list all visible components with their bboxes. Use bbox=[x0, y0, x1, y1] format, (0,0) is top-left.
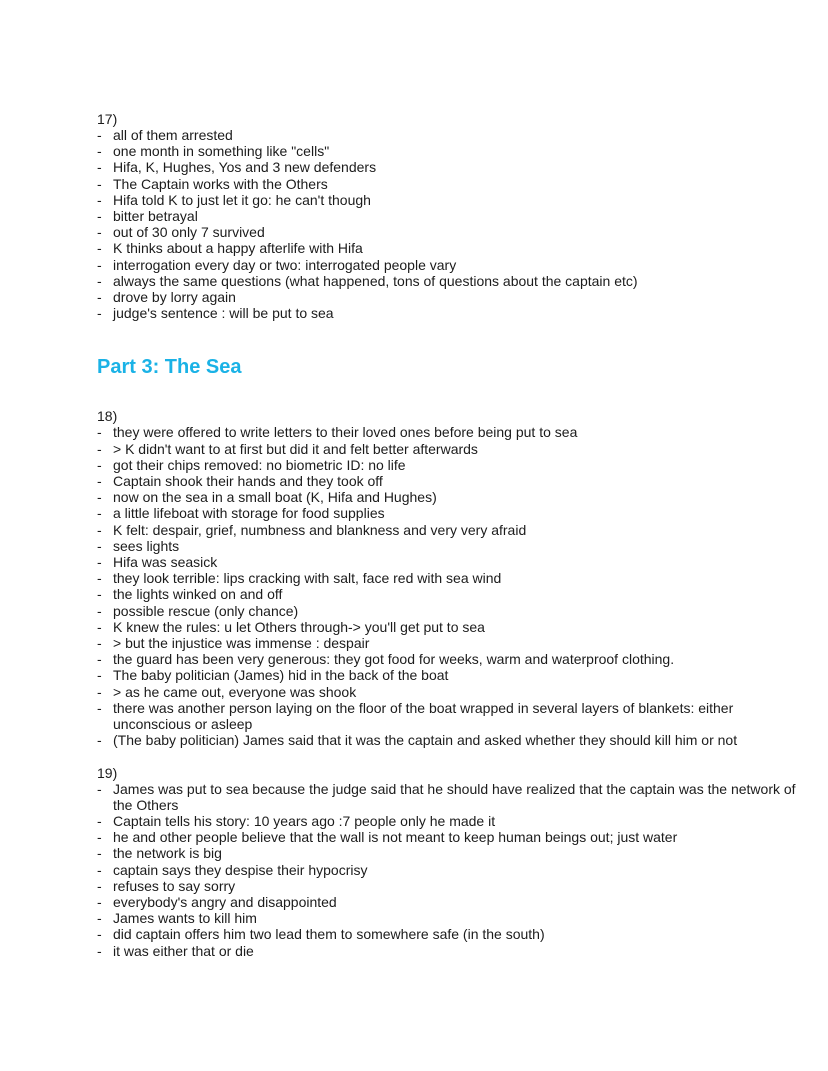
list-item: - Hifa was seasick bbox=[97, 554, 218, 571]
dash-bullet: - bbox=[97, 926, 102, 943]
dash-bullet: - bbox=[97, 699, 102, 716]
dash-bullet: - bbox=[97, 440, 102, 457]
list-item: - sees lights bbox=[97, 537, 180, 554]
list-item: - bitter betrayal bbox=[97, 208, 198, 225]
dash-bullet: - bbox=[97, 667, 102, 684]
dash-bullet: - bbox=[97, 256, 102, 273]
list-item: - all of them arrested bbox=[97, 127, 233, 143]
list-item: - interrogation every day or two: interrogated people vary bbox=[97, 256, 457, 273]
list-item: - Hifa told K to just let it go: he can't though bbox=[97, 191, 371, 208]
dash-bullet: - bbox=[97, 683, 102, 700]
spacer bbox=[97, 749, 797, 765]
list-item: - the lights winked on and off bbox=[97, 586, 283, 603]
list-item: - a little lifeboat with storage for food supplies bbox=[97, 505, 385, 522]
dash-bullet: - bbox=[97, 877, 102, 894]
list-item: - captain says they despise their hypocrisy bbox=[97, 861, 368, 878]
dash-bullet: - bbox=[97, 602, 102, 619]
list-item: - they look terrible: lips cracking with salt, face red with sea wind bbox=[97, 570, 502, 587]
dash-bullet: - bbox=[97, 289, 102, 306]
list-item: - > as he came out, everyone was shook bbox=[97, 683, 357, 700]
dash-bullet: - bbox=[97, 127, 102, 143]
dash-bullet: - bbox=[97, 651, 102, 668]
list-item: - possible rescue (only chance) bbox=[97, 602, 299, 619]
dash-bullet: - bbox=[97, 272, 102, 289]
list-item: - they were offered to write letters to their loved ones before being put to sea bbox=[97, 424, 578, 441]
dash-bullet: - bbox=[97, 489, 102, 506]
list-item: - K felt: despair, grief, numbness and blankness and very very afraid bbox=[97, 521, 527, 538]
list-item: - James was put to sea because the judge said that he should have realized that the captain was the network of the Others bbox=[97, 780, 796, 813]
list-item: - K knew the rules: u let Others through-> you'll get put to sea bbox=[97, 618, 485, 635]
dash-bullet: - bbox=[97, 175, 102, 192]
dash-bullet: - bbox=[97, 829, 102, 846]
dash-bullet: - bbox=[97, 732, 102, 749]
dash-bullet: - bbox=[97, 570, 102, 587]
list-item: - drove by lorry again bbox=[97, 289, 236, 306]
list-item: - K thinks about a happy afterlife with Hifa bbox=[97, 240, 363, 257]
dash-bullet: - bbox=[97, 424, 102, 441]
list-item: - everybody's angry and disappointed bbox=[97, 893, 337, 910]
dash-bullet: - bbox=[97, 893, 102, 910]
dash-bullet: - bbox=[97, 456, 102, 473]
dash-bullet: - bbox=[97, 305, 102, 322]
dash-bullet: - bbox=[97, 586, 102, 603]
list-item: - there was another person laying on the floor of the boat wrapped in several layers of blankets: either unconscious or asleep bbox=[97, 699, 734, 733]
list-item: - Captain shook their hands and they took off bbox=[97, 473, 383, 490]
dash-bullet: - bbox=[97, 635, 102, 652]
dash-bullet: - bbox=[97, 521, 102, 538]
dash-bullet: - bbox=[97, 505, 102, 522]
dash-bullet: - bbox=[97, 812, 102, 829]
document-page bbox=[97, 111, 797, 959]
dash-bullet: - bbox=[97, 910, 102, 927]
part-heading: Part 3: The Sea bbox=[97, 356, 242, 379]
list-item: - the guard has been very generous: they got food for weeks, warm and waterproof clothing. bbox=[97, 651, 675, 668]
list-item: - did captain offers him two lead them to somewhere safe (in the south) bbox=[97, 926, 545, 943]
dash-bullet: - bbox=[97, 861, 102, 878]
list-item: - Captain tells his story: 10 years ago :7 people only he made it bbox=[97, 812, 496, 829]
dash-bullet: - bbox=[97, 240, 102, 257]
dash-bullet: - bbox=[97, 224, 102, 241]
dash-bullet: - bbox=[97, 618, 102, 635]
list-item: - > K didn't want to at first but did it and felt better afterwards bbox=[97, 440, 478, 457]
dash-bullet: - bbox=[97, 942, 102, 959]
section-number-18: 18) bbox=[97, 408, 118, 425]
spacer bbox=[97, 379, 797, 408]
dash-bullet: - bbox=[97, 537, 102, 554]
dash-bullet: - bbox=[97, 191, 102, 208]
list-item: - one month in something like "cells" bbox=[97, 143, 330, 160]
dash-bullet: - bbox=[97, 208, 102, 225]
dash-bullet: - bbox=[97, 473, 102, 490]
notes-list-17 bbox=[97, 127, 797, 321]
list-item: - The Captain works with the Others bbox=[97, 175, 328, 192]
dash-bullet: - bbox=[97, 845, 102, 862]
list-item: - The baby politician (James) hid in the back of the boat bbox=[97, 667, 449, 684]
notes-list-19 bbox=[97, 781, 797, 959]
dash-bullet: - bbox=[97, 159, 102, 176]
list-item: - James wants to kill him bbox=[97, 910, 257, 927]
list-item: - judge's sentence : will be put to sea bbox=[97, 305, 334, 322]
section-number-17: 17) bbox=[97, 111, 118, 127]
dash-bullet: - bbox=[97, 780, 102, 797]
list-item: - out of 30 only 7 survived bbox=[97, 224, 265, 241]
list-item: - he and other people believe that the wall is not meant to keep human beings out; just water bbox=[97, 829, 678, 846]
list-item: - got their chips removed: no biometric ID: no life bbox=[97, 456, 406, 473]
list-item: - (The baby politician) James said that it was the captain and asked whether they should kill him or not bbox=[97, 732, 738, 749]
list-item: - > but the injustice was immense : despair bbox=[97, 635, 370, 652]
notes-list-18 bbox=[97, 424, 797, 748]
list-item: - Hifa, K, Hughes, Yos and 3 new defenders bbox=[97, 159, 377, 176]
list-item: - the network is big bbox=[97, 845, 222, 862]
section-number-19: 19) bbox=[97, 764, 118, 781]
dash-bullet: - bbox=[97, 554, 102, 571]
list-item: - refuses to say sorry bbox=[97, 877, 236, 894]
list-item: - it was either that or die bbox=[97, 942, 254, 959]
list-item: - now on the sea in a small boat (K, Hifa and Hughes) bbox=[97, 489, 437, 506]
dash-bullet: - bbox=[97, 143, 102, 160]
list-item: - always the same questions (what happened, tons of questions about the captain etc) bbox=[97, 272, 638, 289]
